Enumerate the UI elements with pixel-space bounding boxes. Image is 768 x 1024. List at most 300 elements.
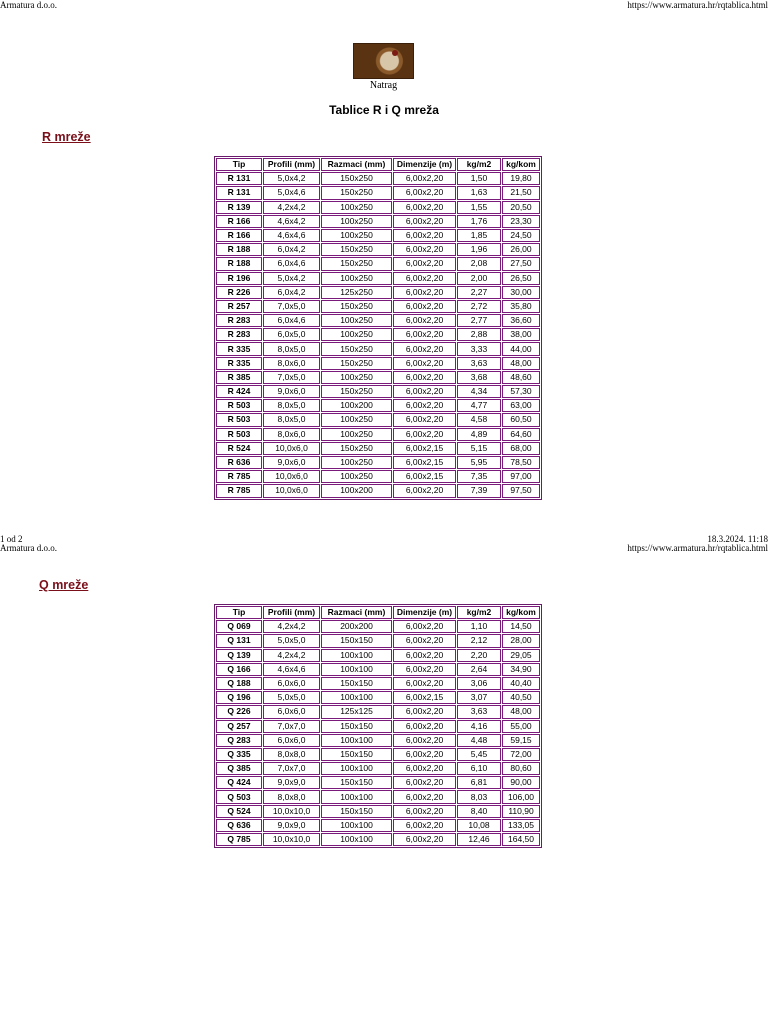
print-header-url: https://www.armatura.hr/rqtablica.html bbox=[627, 0, 768, 10]
page-title: Tablice R i Q mreža bbox=[329, 103, 439, 117]
table-cell: 48,00 bbox=[502, 705, 540, 718]
table-cell: Q 524 bbox=[216, 805, 262, 818]
table-cell: 4,6x4,2 bbox=[263, 215, 320, 228]
table-cell: 4,2x4,2 bbox=[263, 201, 320, 214]
table-cell: 6,00x2,20 bbox=[393, 705, 456, 718]
table-cell: 150x150 bbox=[321, 677, 392, 690]
table-cell: 3,07 bbox=[457, 691, 501, 704]
table-cell: 2,08 bbox=[457, 257, 501, 270]
table-cell: 100x250 bbox=[321, 229, 392, 242]
table-row bbox=[216, 634, 540, 647]
table-cell: 14,50 bbox=[502, 620, 540, 633]
table-cell: 78,50 bbox=[502, 456, 540, 469]
table-cell: 150x150 bbox=[321, 748, 392, 761]
table-row bbox=[216, 172, 540, 185]
table-row bbox=[216, 371, 540, 384]
column-header: kg/kom bbox=[502, 606, 540, 619]
table-cell: 6,0x6,0 bbox=[263, 677, 320, 690]
table-cell: 150x250 bbox=[321, 357, 392, 370]
table-cell: 150x150 bbox=[321, 776, 392, 789]
table-cell: 9,0x6,0 bbox=[263, 385, 320, 398]
table-cell: 150x250 bbox=[321, 442, 392, 455]
table-cell: 28,00 bbox=[502, 634, 540, 647]
table-cell: 6,00x2,20 bbox=[393, 720, 456, 733]
table-header-row bbox=[216, 158, 540, 171]
table-cell: 7,0x7,0 bbox=[263, 762, 320, 775]
table-cell: R 503 bbox=[216, 413, 262, 426]
table-cell: 150x250 bbox=[321, 172, 392, 185]
table-cell: 8,0x5,0 bbox=[263, 413, 320, 426]
table-row bbox=[216, 357, 540, 370]
table-cell: 10,0x10,0 bbox=[263, 805, 320, 818]
column-header: Tip bbox=[216, 158, 262, 171]
print-header-left: Armatura d.o.o. bbox=[0, 0, 57, 10]
table-cell: 5,15 bbox=[457, 442, 501, 455]
table-cell: 1,85 bbox=[457, 229, 501, 242]
table-cell: Q 131 bbox=[216, 634, 262, 647]
table-cell: 100x100 bbox=[321, 663, 392, 676]
table-row bbox=[216, 456, 540, 469]
table-cell: 57,30 bbox=[502, 385, 540, 398]
table-cell: 6,00x2,20 bbox=[393, 201, 456, 214]
table-cell: 100x250 bbox=[321, 328, 392, 341]
table-cell: 6,00x2,20 bbox=[393, 371, 456, 384]
table-cell: R 785 bbox=[216, 484, 262, 497]
table-cell: 6,00x2,20 bbox=[393, 172, 456, 185]
table-cell: 63,00 bbox=[502, 399, 540, 412]
table-cell: 2,72 bbox=[457, 300, 501, 313]
table-cell: 150x250 bbox=[321, 342, 392, 355]
table-cell: 6,00x2,15 bbox=[393, 442, 456, 455]
table-cell: 4,58 bbox=[457, 413, 501, 426]
table-cell: 40,50 bbox=[502, 691, 540, 704]
table-cell: 6,00x2,20 bbox=[393, 286, 456, 299]
print-footer-date: 18.3.2024. 11:18 bbox=[707, 534, 768, 544]
table-cell: 3,06 bbox=[457, 677, 501, 690]
table-cell: Q 335 bbox=[216, 748, 262, 761]
print-footer-page: 1 od 2 bbox=[0, 534, 23, 544]
table-cell: R 785 bbox=[216, 470, 262, 483]
table-cell: 10,0x10,0 bbox=[263, 833, 320, 846]
table-cell: 6,00x2,20 bbox=[393, 819, 456, 832]
table-cell: 100x250 bbox=[321, 428, 392, 441]
back-link[interactable]: Natrag bbox=[369, 80, 398, 91]
table-cell: 100x250 bbox=[321, 314, 392, 327]
table-cell: 6,00x2,20 bbox=[393, 186, 456, 199]
table-cell: 7,0x5,0 bbox=[263, 371, 320, 384]
table-cell: 23,30 bbox=[502, 215, 540, 228]
table-cell: 10,0x6,0 bbox=[263, 470, 320, 483]
table-cell: 4,2x4,2 bbox=[263, 649, 320, 662]
column-header: Profili (mm) bbox=[263, 158, 320, 171]
table-cell: 106,00 bbox=[502, 790, 540, 803]
table-cell: 6,00x2,15 bbox=[393, 456, 456, 469]
table-row bbox=[216, 470, 540, 483]
table-cell: 2,12 bbox=[457, 634, 501, 647]
table-cell: 6,00x2,20 bbox=[393, 357, 456, 370]
table-cell: Q 636 bbox=[216, 819, 262, 832]
table-row bbox=[216, 734, 540, 747]
table-cell: 29,05 bbox=[502, 649, 540, 662]
table-cell: 6,00x2,20 bbox=[393, 385, 456, 398]
table-cell: R 385 bbox=[216, 371, 262, 384]
table-row bbox=[216, 805, 540, 818]
table-cell: 6,00x2,20 bbox=[393, 484, 456, 497]
table-cell: 2,64 bbox=[457, 663, 501, 676]
table-cell: 20,50 bbox=[502, 201, 540, 214]
table-cell: 6,00x2,20 bbox=[393, 413, 456, 426]
table-cell: 150x250 bbox=[321, 186, 392, 199]
table-cell: 125x250 bbox=[321, 286, 392, 299]
table-cell: R 188 bbox=[216, 243, 262, 256]
column-header: kg/m2 bbox=[457, 606, 501, 619]
table-cell: 6,0x4,6 bbox=[263, 314, 320, 327]
table-row bbox=[216, 201, 540, 214]
table-cell: Q 226 bbox=[216, 705, 262, 718]
table-cell: 2,27 bbox=[457, 286, 501, 299]
table-cell: Q 785 bbox=[216, 833, 262, 846]
table-cell: 100x250 bbox=[321, 470, 392, 483]
table-cell: 9,0x9,0 bbox=[263, 819, 320, 832]
table-cell: 100x100 bbox=[321, 734, 392, 747]
table-cell: 68,00 bbox=[502, 442, 540, 455]
table-cell: 55,00 bbox=[502, 720, 540, 733]
table-cell: 6,0x4,2 bbox=[263, 286, 320, 299]
r-mesh-table bbox=[214, 156, 542, 500]
table-cell: 12,46 bbox=[457, 833, 501, 846]
section-heading-q: Q mreže bbox=[39, 578, 89, 592]
table-cell: 150x250 bbox=[321, 243, 392, 256]
column-header: Dimenzije (m) bbox=[393, 158, 456, 171]
table-row bbox=[216, 272, 540, 285]
column-header: Razmaci (mm) bbox=[321, 606, 392, 619]
table-cell: 100x250 bbox=[321, 413, 392, 426]
table-cell: 4,77 bbox=[457, 399, 501, 412]
table-cell: 4,6x4,6 bbox=[263, 663, 320, 676]
table-cell: 6,00x2,20 bbox=[393, 328, 456, 341]
table-row bbox=[216, 720, 540, 733]
table-cell: 6,00x2,20 bbox=[393, 677, 456, 690]
table-cell: Q 283 bbox=[216, 734, 262, 747]
table-row bbox=[216, 413, 540, 426]
table-cell: 7,0x7,0 bbox=[263, 720, 320, 733]
table-cell: 125x125 bbox=[321, 705, 392, 718]
table-cell: 6,00x2,20 bbox=[393, 428, 456, 441]
table-cell: 3,33 bbox=[457, 342, 501, 355]
table-cell: 8,0x5,0 bbox=[263, 342, 320, 355]
table-cell: R 636 bbox=[216, 456, 262, 469]
table-cell: 8,03 bbox=[457, 790, 501, 803]
table-cell: 6,00x2,20 bbox=[393, 399, 456, 412]
table-cell: 6,00x2,20 bbox=[393, 257, 456, 270]
table-cell: 3,68 bbox=[457, 371, 501, 384]
table-cell: 8,0x6,0 bbox=[263, 428, 320, 441]
table-cell: 26,00 bbox=[502, 243, 540, 256]
table-cell: R 424 bbox=[216, 385, 262, 398]
column-header: Dimenzije (m) bbox=[393, 606, 456, 619]
table-cell: 6,00x2,15 bbox=[393, 691, 456, 704]
table-row bbox=[216, 691, 540, 704]
table-cell: Q 188 bbox=[216, 677, 262, 690]
table-cell: R 166 bbox=[216, 215, 262, 228]
table-cell: 38,00 bbox=[502, 328, 540, 341]
table-cell: 100x250 bbox=[321, 215, 392, 228]
table-cell: 100x100 bbox=[321, 762, 392, 775]
table-cell: R 131 bbox=[216, 186, 262, 199]
table-cell: R 226 bbox=[216, 286, 262, 299]
back-logo-image[interactable] bbox=[353, 43, 414, 79]
table-cell: 6,00x2,20 bbox=[393, 833, 456, 846]
table-cell: R 188 bbox=[216, 257, 262, 270]
table-cell: 6,00x2,20 bbox=[393, 790, 456, 803]
table-cell: 27,50 bbox=[502, 257, 540, 270]
table-cell: Q 424 bbox=[216, 776, 262, 789]
table-cell: 2,00 bbox=[457, 272, 501, 285]
table-cell: 5,0x4,2 bbox=[263, 172, 320, 185]
table-cell: 90,00 bbox=[502, 776, 540, 789]
table-cell: 4,34 bbox=[457, 385, 501, 398]
table-row bbox=[216, 243, 540, 256]
table-cell: 1,96 bbox=[457, 243, 501, 256]
table-cell: 44,00 bbox=[502, 342, 540, 355]
table-cell: 6,00x2,15 bbox=[393, 470, 456, 483]
table-cell: 6,0x6,0 bbox=[263, 734, 320, 747]
table-cell: 60,50 bbox=[502, 413, 540, 426]
column-header: Profili (mm) bbox=[263, 606, 320, 619]
table-cell: 7,35 bbox=[457, 470, 501, 483]
table-cell: 10,0x6,0 bbox=[263, 442, 320, 455]
table-cell: 8,40 bbox=[457, 805, 501, 818]
section-heading-r: R mreže bbox=[42, 130, 91, 144]
table-cell: 150x250 bbox=[321, 385, 392, 398]
table-cell: R 335 bbox=[216, 342, 262, 355]
table-cell: 1,63 bbox=[457, 186, 501, 199]
table-cell: 100x100 bbox=[321, 790, 392, 803]
table-cell: 6,10 bbox=[457, 762, 501, 775]
table-row bbox=[216, 286, 540, 299]
table-cell: R 139 bbox=[216, 201, 262, 214]
table-row bbox=[216, 385, 540, 398]
table-cell: 150x250 bbox=[321, 257, 392, 270]
table-cell: Q 385 bbox=[216, 762, 262, 775]
table-cell: 21,50 bbox=[502, 186, 540, 199]
table-cell: 6,00x2,20 bbox=[393, 663, 456, 676]
table-row bbox=[216, 620, 540, 633]
table-cell: R 257 bbox=[216, 300, 262, 313]
table-cell: 5,0x5,0 bbox=[263, 634, 320, 647]
table-cell: R 283 bbox=[216, 328, 262, 341]
table-row bbox=[216, 215, 540, 228]
table-row bbox=[216, 300, 540, 313]
table-cell: 150x150 bbox=[321, 720, 392, 733]
table-cell: 48,60 bbox=[502, 371, 540, 384]
table-cell: 6,00x2,20 bbox=[393, 243, 456, 256]
table-cell: 19,80 bbox=[502, 172, 540, 185]
table-row bbox=[216, 705, 540, 718]
table-cell: 97,00 bbox=[502, 470, 540, 483]
table-cell: 6,00x2,20 bbox=[393, 805, 456, 818]
table-row bbox=[216, 649, 540, 662]
print-header-url: https://www.armatura.hr/rqtablica.html bbox=[627, 543, 768, 553]
table-cell: Q 196 bbox=[216, 691, 262, 704]
table-cell: 97,50 bbox=[502, 484, 540, 497]
table-row bbox=[216, 677, 540, 690]
table-row bbox=[216, 229, 540, 242]
table-cell: 3,63 bbox=[457, 357, 501, 370]
table-row bbox=[216, 790, 540, 803]
column-header: kg/m2 bbox=[457, 158, 501, 171]
table-cell: 48,00 bbox=[502, 357, 540, 370]
table-cell: 4,16 bbox=[457, 720, 501, 733]
table-cell: 8,0x8,0 bbox=[263, 748, 320, 761]
table-cell: 6,00x2,20 bbox=[393, 620, 456, 633]
table-row bbox=[216, 833, 540, 846]
table-cell: 6,00x2,20 bbox=[393, 634, 456, 647]
table-cell: 3,63 bbox=[457, 705, 501, 718]
column-header: Tip bbox=[216, 606, 262, 619]
table-cell: Q 069 bbox=[216, 620, 262, 633]
table-row bbox=[216, 257, 540, 270]
table-cell: 6,00x2,20 bbox=[393, 734, 456, 747]
table-cell: Q 257 bbox=[216, 720, 262, 733]
table-cell: 6,0x4,6 bbox=[263, 257, 320, 270]
table-cell: 100x250 bbox=[321, 201, 392, 214]
table-row bbox=[216, 314, 540, 327]
table-cell: 1,50 bbox=[457, 172, 501, 185]
table-cell: Q 503 bbox=[216, 790, 262, 803]
table-cell: 64,60 bbox=[502, 428, 540, 441]
table-cell: 2,77 bbox=[457, 314, 501, 327]
table-cell: 6,00x2,20 bbox=[393, 748, 456, 761]
table-cell: 6,81 bbox=[457, 776, 501, 789]
table-cell: 100x100 bbox=[321, 819, 392, 832]
table-row bbox=[216, 342, 540, 355]
table-row bbox=[216, 762, 540, 775]
table-cell: 100x100 bbox=[321, 833, 392, 846]
table-cell: 30,00 bbox=[502, 286, 540, 299]
table-row bbox=[216, 442, 540, 455]
table-cell: Q 139 bbox=[216, 649, 262, 662]
table-cell: 6,0x5,0 bbox=[263, 328, 320, 341]
print-header-left: Armatura d.o.o. bbox=[0, 543, 57, 553]
table-cell: 6,00x2,20 bbox=[393, 762, 456, 775]
table-cell: 2,88 bbox=[457, 328, 501, 341]
table-row bbox=[216, 663, 540, 676]
table-cell: 4,6x4,6 bbox=[263, 229, 320, 242]
table-cell: 1,55 bbox=[457, 201, 501, 214]
table-cell: 1,76 bbox=[457, 215, 501, 228]
table-cell: R 503 bbox=[216, 428, 262, 441]
table-cell: R 524 bbox=[216, 442, 262, 455]
table-cell: Q 166 bbox=[216, 663, 262, 676]
table-cell: 6,00x2,20 bbox=[393, 649, 456, 662]
table-cell: 8,0x8,0 bbox=[263, 790, 320, 803]
table-cell: 150x150 bbox=[321, 805, 392, 818]
table-cell: 72,00 bbox=[502, 748, 540, 761]
table-cell: 5,95 bbox=[457, 456, 501, 469]
table-cell: 6,00x2,20 bbox=[393, 776, 456, 789]
table-cell: 150x250 bbox=[321, 300, 392, 313]
table-cell: 2,20 bbox=[457, 649, 501, 662]
table-cell: 200x200 bbox=[321, 620, 392, 633]
table-cell: 1,10 bbox=[457, 620, 501, 633]
table-cell: 4,2x4,2 bbox=[263, 620, 320, 633]
table-row bbox=[216, 399, 540, 412]
table-cell: 133,05 bbox=[502, 819, 540, 832]
table-cell: 26,50 bbox=[502, 272, 540, 285]
table-cell: 6,00x2,20 bbox=[393, 215, 456, 228]
table-row bbox=[216, 428, 540, 441]
table-cell: 100x100 bbox=[321, 691, 392, 704]
table-cell: 59,15 bbox=[502, 734, 540, 747]
table-cell: 8,0x6,0 bbox=[263, 357, 320, 370]
table-cell: 110,90 bbox=[502, 805, 540, 818]
table-cell: R 503 bbox=[216, 399, 262, 412]
table-cell: 6,00x2,20 bbox=[393, 300, 456, 313]
table-cell: 36,60 bbox=[502, 314, 540, 327]
table-cell: 100x200 bbox=[321, 484, 392, 497]
table-cell: 8,0x5,0 bbox=[263, 399, 320, 412]
table-header-row bbox=[216, 606, 540, 619]
table-cell: 6,0x4,2 bbox=[263, 243, 320, 256]
table-cell: 40,40 bbox=[502, 677, 540, 690]
table-cell: 7,0x5,0 bbox=[263, 300, 320, 313]
table-cell: 5,45 bbox=[457, 748, 501, 761]
table-cell: R 131 bbox=[216, 172, 262, 185]
table-cell: 6,00x2,20 bbox=[393, 272, 456, 285]
table-cell: 100x100 bbox=[321, 649, 392, 662]
table-cell: 10,08 bbox=[457, 819, 501, 832]
table-cell: 5,0x5,0 bbox=[263, 691, 320, 704]
table-cell: 34,90 bbox=[502, 663, 540, 676]
table-cell: 7,39 bbox=[457, 484, 501, 497]
table-row bbox=[216, 328, 540, 341]
column-header: kg/kom bbox=[502, 158, 540, 171]
table-cell: 5,0x4,2 bbox=[263, 272, 320, 285]
table-row bbox=[216, 776, 540, 789]
table-cell: 9,0x6,0 bbox=[263, 456, 320, 469]
table-cell: 24,50 bbox=[502, 229, 540, 242]
table-cell: 6,00x2,20 bbox=[393, 229, 456, 242]
table-cell: 10,0x6,0 bbox=[263, 484, 320, 497]
table-cell: R 196 bbox=[216, 272, 262, 285]
table-cell: 100x250 bbox=[321, 371, 392, 384]
table-cell: 4,48 bbox=[457, 734, 501, 747]
table-row bbox=[216, 186, 540, 199]
table-cell: 100x250 bbox=[321, 272, 392, 285]
table-cell: 100x250 bbox=[321, 456, 392, 469]
table-cell: 6,0x6,0 bbox=[263, 705, 320, 718]
table-cell: 5,0x4,6 bbox=[263, 186, 320, 199]
table-cell: 80,60 bbox=[502, 762, 540, 775]
table-cell: 150x150 bbox=[321, 634, 392, 647]
table-cell: 35,80 bbox=[502, 300, 540, 313]
table-cell: R 335 bbox=[216, 357, 262, 370]
table-cell: 4,89 bbox=[457, 428, 501, 441]
table-cell: R 283 bbox=[216, 314, 262, 327]
table-cell: 9,0x9,0 bbox=[263, 776, 320, 789]
table-row bbox=[216, 484, 540, 497]
table-row bbox=[216, 748, 540, 761]
table-cell: 6,00x2,20 bbox=[393, 342, 456, 355]
table-cell: 164,50 bbox=[502, 833, 540, 846]
table-cell: 6,00x2,20 bbox=[393, 314, 456, 327]
table-cell: 100x200 bbox=[321, 399, 392, 412]
table-row bbox=[216, 819, 540, 832]
column-header: Razmaci (mm) bbox=[321, 158, 392, 171]
table-cell: R 166 bbox=[216, 229, 262, 242]
q-mesh-table bbox=[214, 604, 542, 848]
